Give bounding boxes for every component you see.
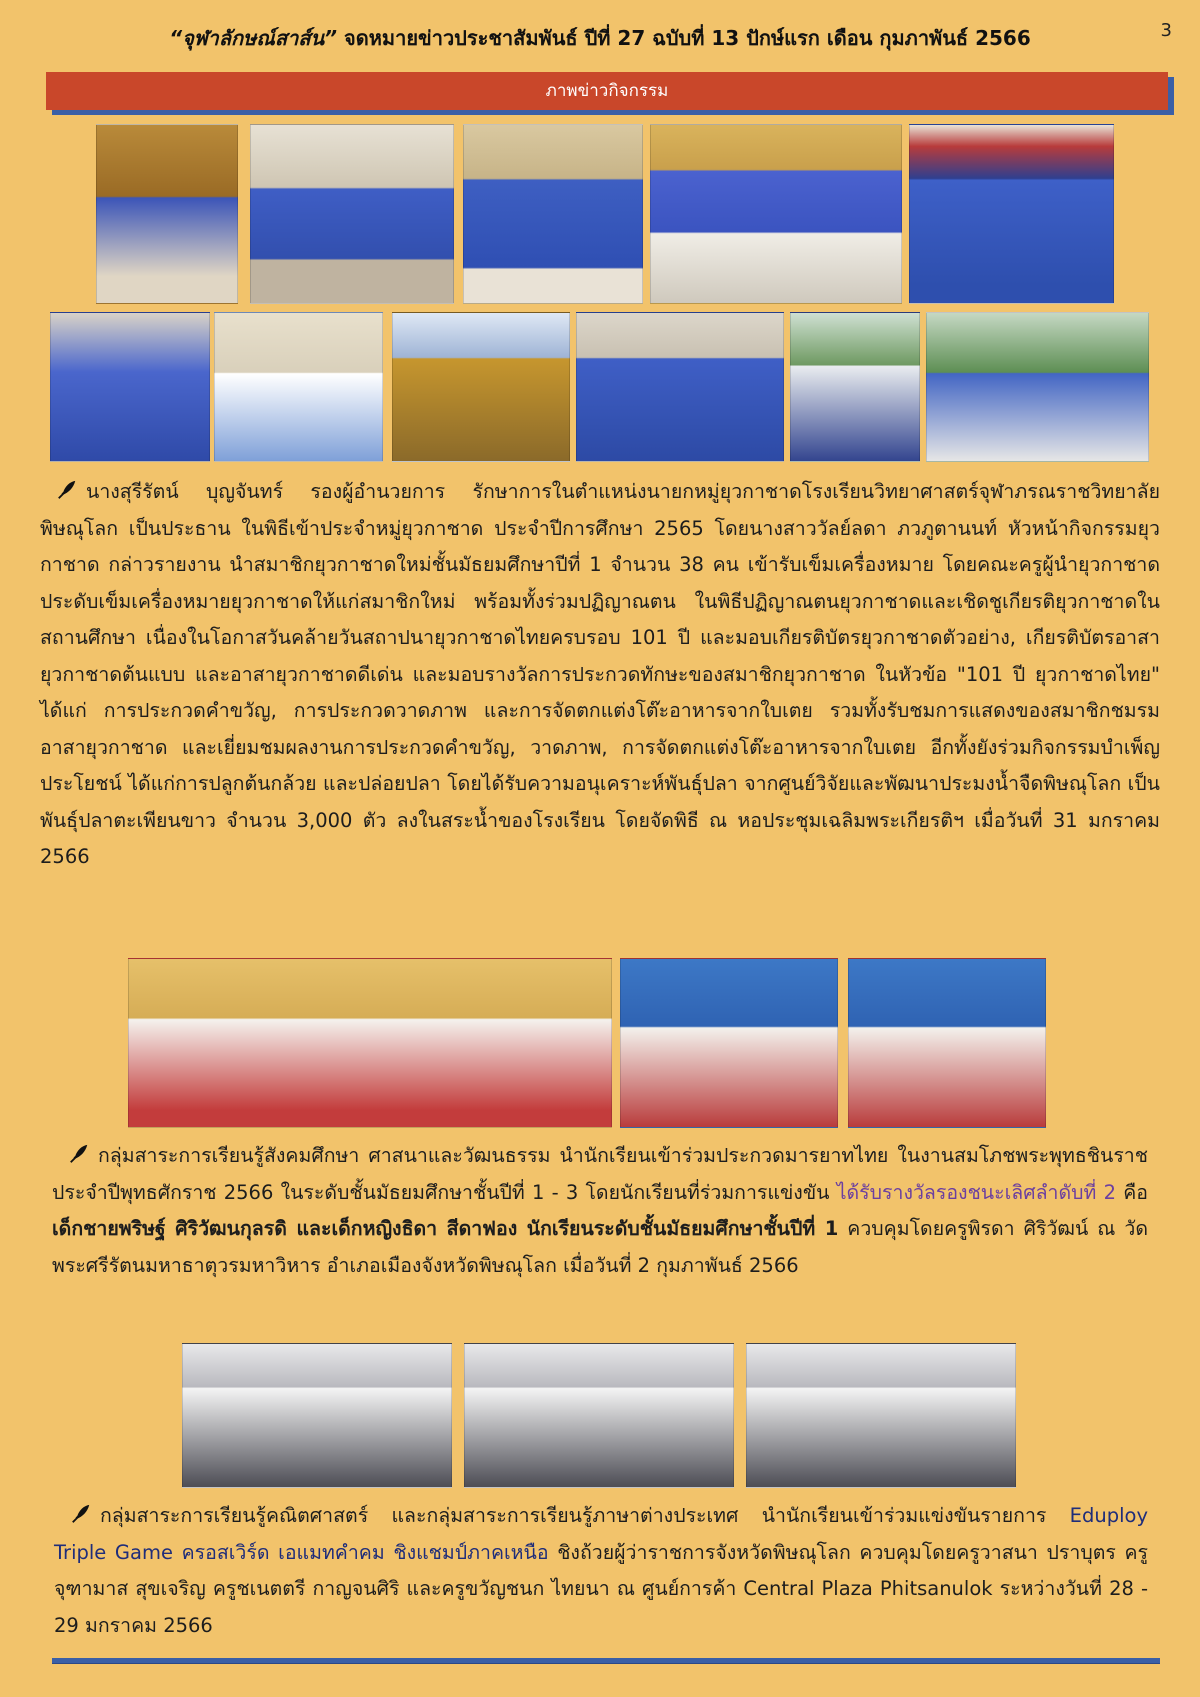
quill-pen-icon bbox=[68, 1143, 90, 1165]
newsletter-issue: จดหมายข่าวประชาสัมพันธ์ ปีที่ 27 ฉบับที่ 13 ปักษ์แรก เดือน กุมภาพันธ์ 2566 bbox=[337, 26, 1031, 50]
photo-music-performance bbox=[392, 312, 570, 462]
article-2-ending: ควบคุมโดยครูพิรดา ศิริวัฒน์ ณ วัดพระศรีรัตนมหาธาตุวรมหาวิหาร อำเภอเมืองจังหวัดพิษณุโลก เมื่อวันที่ 2 กุมภาพันธ์ 2566 bbox=[52, 1217, 1148, 1277]
photo-award-line bbox=[576, 312, 784, 462]
article-red-cross-ceremony bbox=[40, 474, 1160, 876]
photo-tree-planting bbox=[790, 312, 920, 462]
article-thai-manners-contest bbox=[52, 1138, 1148, 1284]
award-winners: เด็กชายพริษฐ์ ศิริวัฒนกุลรดิ และเด็กหญิงธิดา สีดาฟอง นักเรียนระดับชั้นมัธยมศึกษาชั้นปีที่ 1 bbox=[52, 1217, 839, 1240]
photo-flag-ceremony bbox=[909, 124, 1114, 304]
quill-pen-icon bbox=[56, 479, 78, 501]
article-1-text: นางสุรีรัตน์ บุญจันทร์ รองผู้อำนวยการ รักษาการในตำแหน่งนายกหมู่ยุวกาชาดโรงเรียนวิทยาศาสตร์จุฬาภรณราชวิทยาลัย พิษณุโลก เป็นประธาน ในพิธีเข้าประจำหมู่ยุวกาชาด ประจำปีการศึกษา 2565 โดยนางสาววัลย์ลดา ภวภูตานนท์ หัวหน้ากิจกรรมยุวกาชาด กล่าวรายงาน นำสมาชิกยุวกาชาดใหม่ชั้นมัธยมศึกษาปีที่ 1 จำนวน 38 คน เข้ารับเข็มเครื่องหมาย โดยคณะครูผู้นำยุวกาชาด ประดับเข็มเครื่องหมายยุวกาชาดให้แก่สมาชิกใหม่ พร้อมทั้งร่วมปฏิญาณตน ในพิธีปฏิญาณตนยุวกาชาดและเชิดชูเกียรติยุวกาชาดในสถานศึกษา เนื่องในโอกาสวันคล้ายวันสถาปนายุวกาชาดไทยครบรอบ 101 ปี และมอบเกียรติบัตรยุวกาชาดตัวอย่าง, เกียรติบัตรอาสายุวกาชาดต้นแบบ และอาสายุวกาชาดดีเด่น และมอบรางวัลการประกวดทักษะของสมาชิกยุวกาชาด ในหัวข้อ "101 ปี ยุวกาชาดไทย" ได้แก่ การประกวดคำขวัญ, การประกวดวาดภาพ และการจัดตกแต่งโต๊ะอาหารจากใบเตย รวมทั้งรับชมการแสดงของสมาชิกชมรมอาสายุวกาชาด และเยี่ยมชมผลงานการประกวดคำขวัญ, วาดภาพ, การจัดตกแต่งโต๊ะอาหารจากใบเตย อีกทั้งยังร่วมกิจกรรมบำเพ็ญประโยชน์ ได้แก่การปลูกต้นกล้วย และปล่อยปลา โดยได้รับความอนุเคราะห์พันธุ์ปลา จากศูนย์วิจัยและพัฒนาประมงน้ำจืดพิษณุโลก เป็นพันธุ์ปลาตะเพียนขาว จำนวน 3,000 ตัว ลงในสระน้ำของโรงเรียน โดยจัดพิธี ณ หอประชุมเฉลิมพระเกียรติฯ เมื่อวันที่ 31 มกราคม 2566 bbox=[40, 480, 1160, 868]
photo-certificate bbox=[214, 312, 383, 462]
article-3-ending: ชิงถ้วยผู้ว่าราชการจังหวัดพิษณุโลก ควบคุมโดยครูวาสนา ปราบุตร ครูจุฑามาส สุขเจริญ ครูชเนตตรี กาญจนศิริ และครูขวัญชนก ไทยนา ณ ศูนย์การค้า Central Plaza Phitsanulok ระหว่างวันที่ 28 - 29 มกราคม 2566 bbox=[54, 1540, 1148, 1637]
photo-plant-sign bbox=[926, 312, 1149, 462]
photo-thai-manners-award-2 bbox=[848, 958, 1046, 1128]
article-2-text: กลุ่มสาระการเรียนรู้สังคมศึกษา ศาสนาและวัฒนธรรม นำนักเรียนเข้าร่วมประกวดมารยาทไทย ในงานสมโภชพระพุทธชินราช ประจำปีพุทธศักราช 2566 ในระดับชั้นมัธยมศึกษาชั้นปีที่ 1 - 3 โดยนักเรียนที่ร่วมการแข่งขัน bbox=[52, 1144, 1148, 1204]
award-highlight: ได้รับรางวัลรองชนะเลิศลำดับที่ 2 bbox=[836, 1180, 1117, 1204]
photo-thai-manners-group bbox=[128, 958, 612, 1128]
article-eduploy-game bbox=[54, 1498, 1148, 1644]
page-number: 3 bbox=[1160, 20, 1172, 41]
photo-crossword-game-2 bbox=[464, 1343, 734, 1488]
photo-group-portrait bbox=[650, 124, 902, 304]
photo-thai-manners-award-1 bbox=[620, 958, 838, 1128]
footer-divider bbox=[52, 1658, 1160, 1663]
section-title-bar: ภาพข่าวกิจกรรม bbox=[46, 72, 1168, 110]
newsletter-name: “จุฬาลักษณ์สาส์น” bbox=[169, 26, 338, 50]
quill-pen-icon bbox=[70, 1503, 92, 1525]
photo-speaker-podium bbox=[463, 124, 643, 304]
photo-crossword-game-3 bbox=[746, 1343, 1016, 1488]
competition-name: Eduploy Triple Game ครอสเวิร์ด เอแมทคำคม ชิงแชมป์ภาคเหนือ bbox=[54, 1504, 1148, 1564]
photo-ceremony-stage bbox=[96, 124, 238, 304]
article-2-connector: คือ bbox=[1116, 1180, 1148, 1204]
masthead bbox=[0, 22, 1200, 54]
photo-members-hall bbox=[250, 124, 454, 304]
photo-crossword-game-1 bbox=[182, 1343, 452, 1488]
photo-pin-badge bbox=[50, 312, 210, 462]
article-3-text: กลุ่มสาระการเรียนรู้คณิตศาสตร์ และกลุ่มสาระการเรียนรู้ภาษาต่างประเทศ นำนักเรียนเข้าร่วมแข่งขันรายการ bbox=[100, 1504, 1070, 1527]
